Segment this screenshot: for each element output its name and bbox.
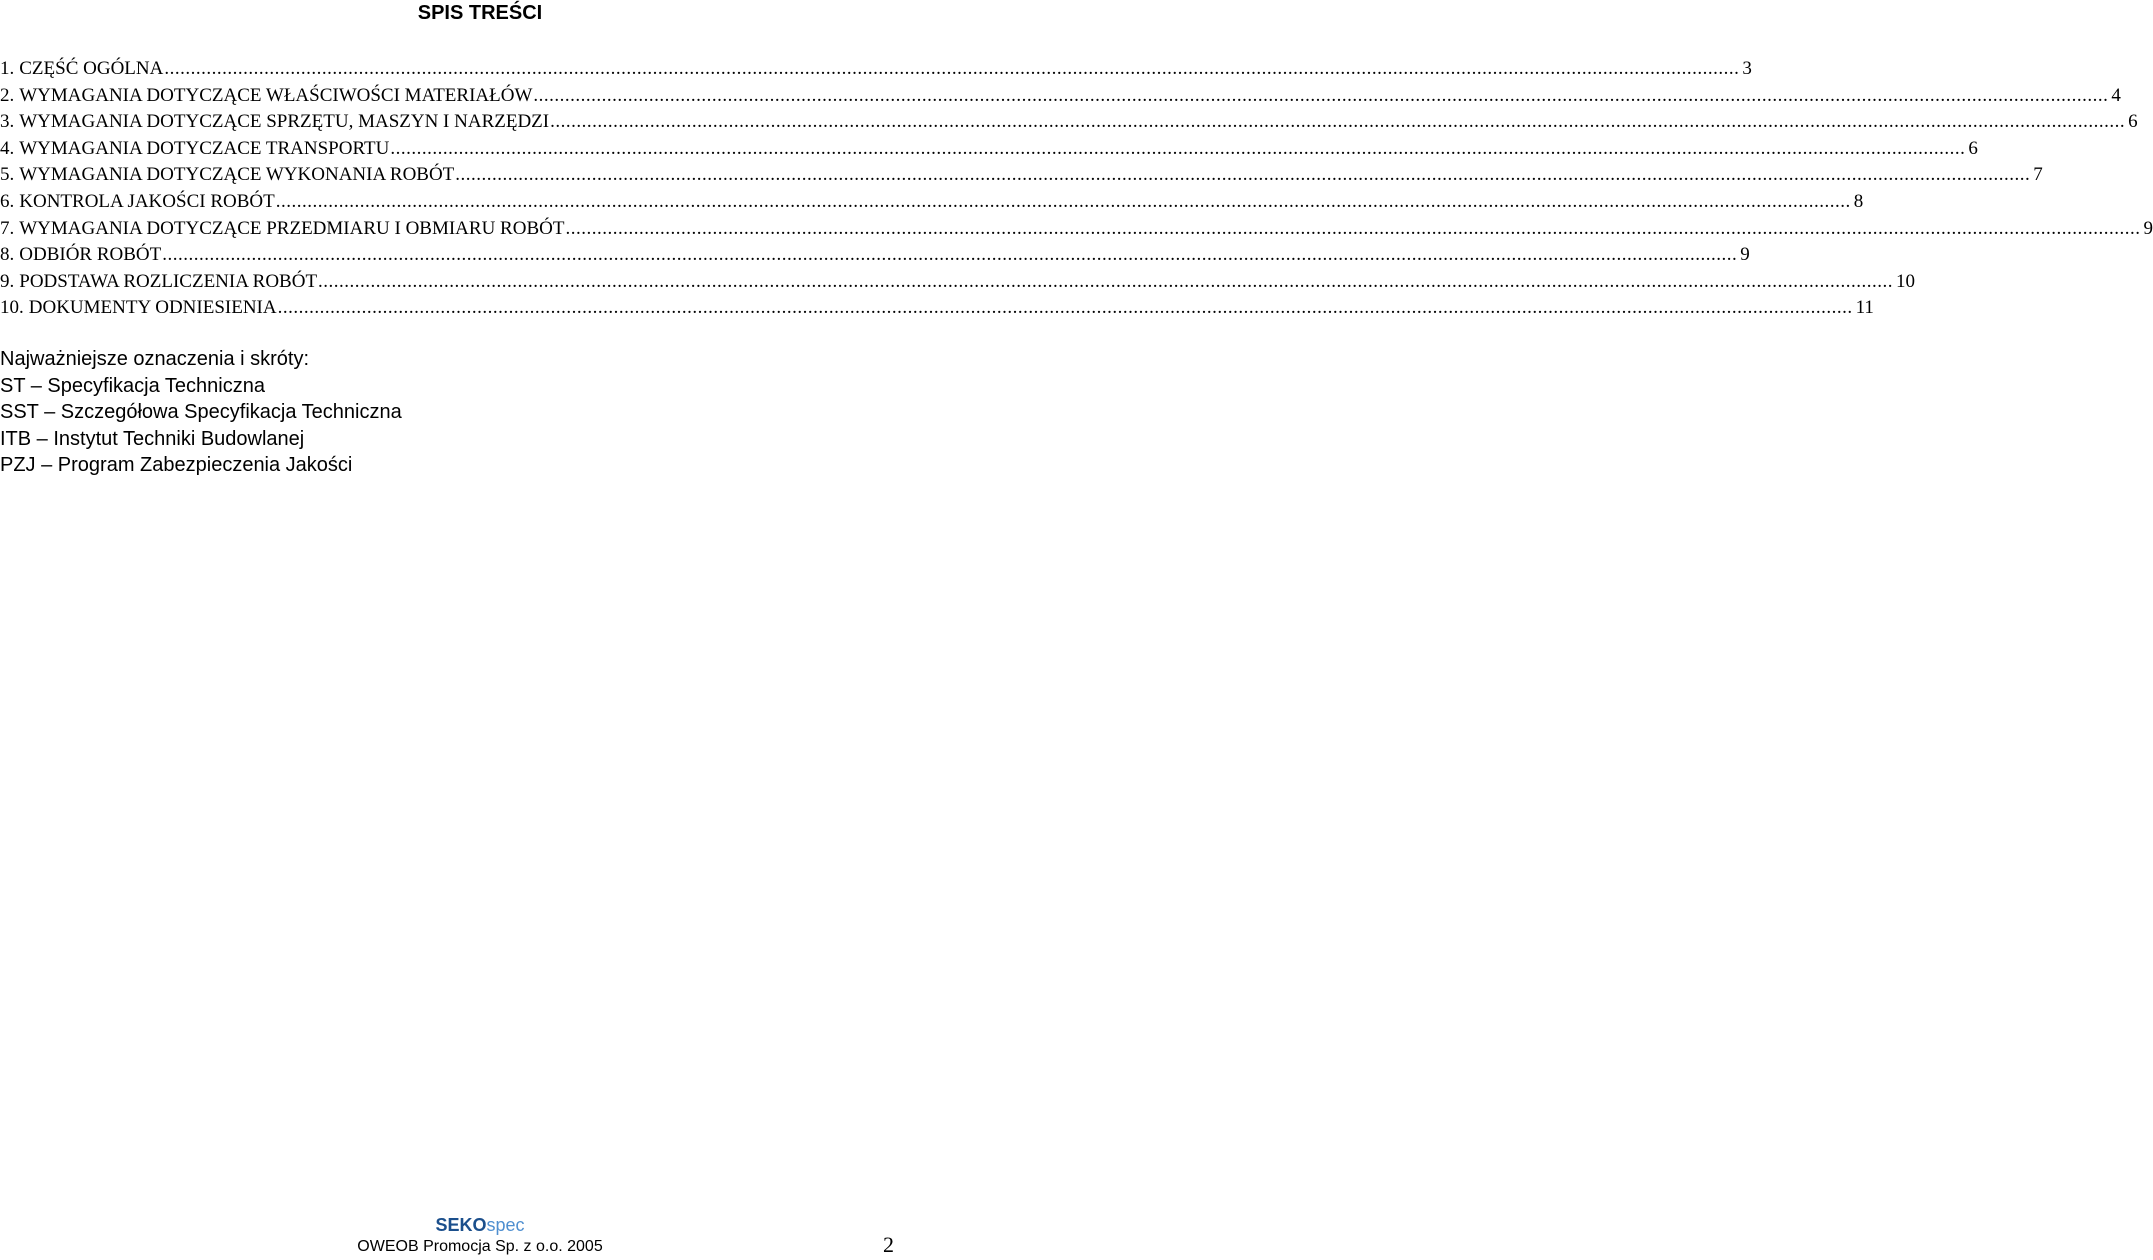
brand-name-part2: spec bbox=[486, 1215, 525, 1235]
toc-dot-leader: ............................................................................................................................................................................................................................................................................................................ bbox=[550, 111, 2126, 133]
toc-entry-label: WYMAGANIA DOTYCZĄCE WŁAŚCIWOŚCI MATERIAŁÓW bbox=[19, 84, 533, 106]
toc-entry-label: ODBIÓR ROBÓT bbox=[19, 244, 162, 266]
abbreviation-item: ITB – Instytut Techniki Budowlanej bbox=[0, 427, 305, 450]
toc-entry-page: 4 bbox=[2111, 84, 2121, 106]
brand-name-part1: SEKO bbox=[435, 1215, 487, 1235]
toc-dot-leader: ............................................................................................................................................................................................................................................................................................................ bbox=[455, 164, 2031, 186]
toc-dot-leader: ............................................................................................................................................................................................................................................................................................................ bbox=[318, 270, 1894, 292]
footer-company: OWEOB Promocja Sp. z o.o. 2005 bbox=[357, 1238, 603, 1255]
toc-entry-number: 8. bbox=[0, 244, 15, 266]
toc-entry-number: 10. bbox=[0, 297, 24, 319]
toc-entry-page: 6 bbox=[1968, 137, 1978, 159]
toc-entry[interactable] bbox=[0, 136, 1978, 163]
toc-entry-page: 8 bbox=[1853, 190, 1864, 212]
toc-entry-page: 6 bbox=[2128, 111, 2138, 133]
abbreviation-item: SST – Szczegółowa Specyfikacja Techniczna bbox=[0, 401, 402, 423]
toc-entry-number: 1. bbox=[0, 58, 15, 79]
toc-entry[interactable] bbox=[0, 216, 2153, 243]
toc-entry-label: KONTROLA JAKOŚCI ROBÓT bbox=[19, 190, 275, 212]
toc-entry-page: 10 bbox=[1896, 270, 1916, 292]
abbreviations-section bbox=[0, 346, 700, 479]
abbreviation-item: PZJ – Program Zabezpieczenia Jakości bbox=[0, 454, 353, 476]
toc-dot-leader: ............................................................................................................................................................................................................................................................................................................ bbox=[390, 137, 1966, 159]
toc-entry-page: 11 bbox=[1855, 297, 1874, 319]
toc-entry[interactable] bbox=[0, 109, 2138, 136]
toc-entry-label: CZĘŚĆ OGÓLNA bbox=[19, 58, 164, 79]
toc-entry[interactable] bbox=[0, 162, 2043, 189]
toc-dot-leader: ............................................................................................................................................................................................................................................................................................................ bbox=[565, 217, 2141, 239]
toc-entry-number: 3. bbox=[0, 111, 15, 133]
page-number: 2 bbox=[883, 1232, 894, 1257]
toc-entry-label: WYMAGANIA DOTYCZĄCE SPRZĘTU, MASZYN I NARZĘDZI bbox=[19, 111, 550, 133]
toc-entry-page: 9 bbox=[1740, 244, 1750, 266]
toc-entry-page: 3 bbox=[1742, 58, 1752, 79]
abbreviation-item: ST – Specyfikacja Techniczna bbox=[0, 374, 265, 397]
toc-entry-number: 2. bbox=[0, 84, 15, 106]
toc-dot-leader: ............................................................................................................................................................................................................................................................................................................ bbox=[533, 84, 2109, 106]
toc-entry-label: WYMAGANIA DOTYCZACE TRANSPORTU bbox=[19, 137, 390, 159]
abbreviations-heading: Najważniejsze oznaczenia i skróty: bbox=[0, 348, 310, 370]
toc-entry[interactable] bbox=[0, 269, 1916, 296]
toc-entry-page: 9 bbox=[2143, 217, 2153, 239]
toc-entry[interactable] bbox=[0, 189, 1864, 216]
table-of-contents bbox=[0, 56, 2153, 322]
toc-dot-leader: ............................................................................................................................................................................................................................................................................................................ bbox=[277, 297, 1853, 319]
toc-entry-label: WYMAGANIA DOTYCZĄCE PRZEDMIARU I OBMIARU ROBÓT bbox=[19, 217, 565, 239]
toc-entry-number: 9. bbox=[0, 270, 15, 292]
toc-entry-number: 5. bbox=[0, 164, 15, 186]
toc-entry-page: 7 bbox=[2033, 164, 2043, 186]
toc-entry[interactable] bbox=[0, 242, 1750, 269]
page-title: SPIS TREŚCI bbox=[417, 2, 543, 24]
toc-dot-leader: ............................................................................................................................................................................................................................................................................................................ bbox=[162, 244, 1738, 266]
toc-dot-leader: ............................................................................................................................................................................................................................................................................................................ bbox=[275, 190, 1851, 212]
toc-entry[interactable] bbox=[0, 56, 1752, 83]
toc-entry[interactable] bbox=[0, 295, 1874, 322]
toc-entry-number: 4. bbox=[0, 137, 15, 159]
toc-entry[interactable] bbox=[0, 83, 2121, 110]
footer-brand-logo bbox=[0, 1215, 960, 1236]
toc-entry-label: DOKUMENTY ODNIESIENIA bbox=[28, 297, 277, 319]
toc-dot-leader: ............................................................................................................................................................................................................................................................................................................ bbox=[164, 58, 1740, 79]
toc-entry-label: WYMAGANIA DOTYCZĄCE WYKONANIA ROBÓT bbox=[19, 164, 455, 186]
toc-entry-label: PODSTAWA ROZLICZENIA ROBÓT bbox=[19, 270, 318, 292]
toc-entry-number: 7. bbox=[0, 217, 15, 239]
toc-entry-number: 6. bbox=[0, 190, 15, 212]
